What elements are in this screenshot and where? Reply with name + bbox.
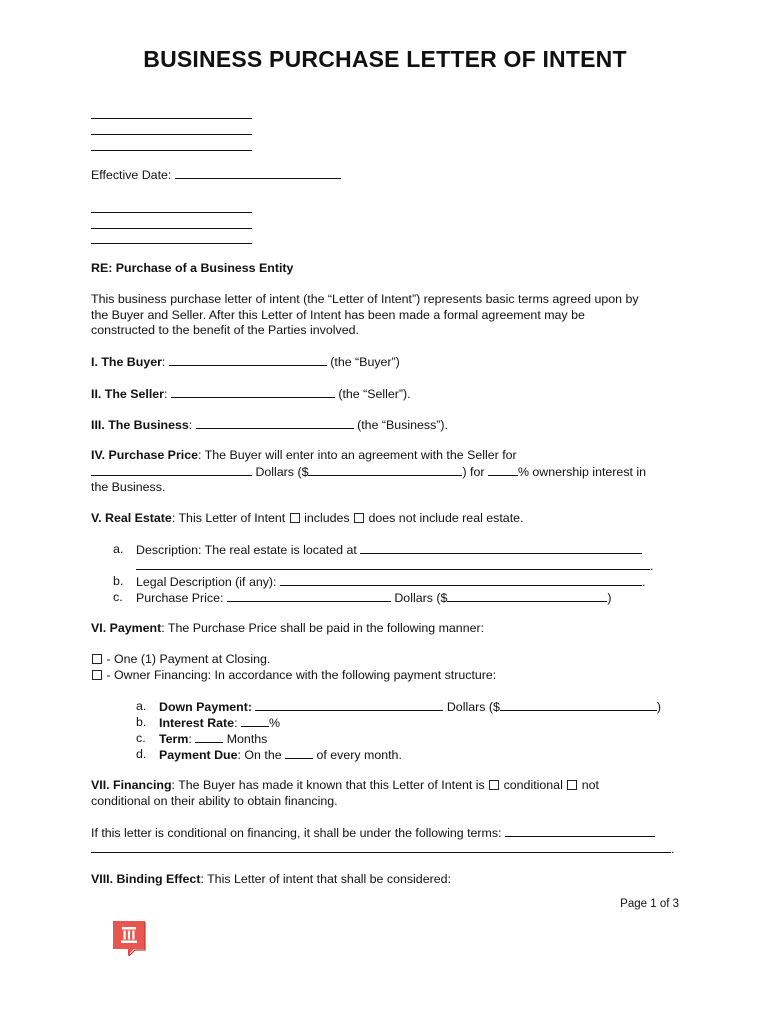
purchase-price-line-1 xyxy=(91,448,517,464)
includes-checkbox[interactable] xyxy=(290,513,300,523)
purchase-price-line-3: the Business. xyxy=(91,480,166,494)
owner-financing-label: - Owner Financing: In accordance with the following payment structure: xyxy=(103,668,497,682)
payment-due-blank[interactable] xyxy=(285,747,313,759)
address-blank-1[interactable] xyxy=(91,118,252,119)
buyer-colon: : xyxy=(161,355,169,369)
page-number: Page 1 of 3 xyxy=(620,898,679,910)
business-colon: : xyxy=(188,418,196,432)
pay-item-a xyxy=(159,699,661,716)
re-item-b xyxy=(136,574,645,591)
purchase-price-label: IV. Purchase Price xyxy=(91,448,198,462)
real-estate-line xyxy=(91,511,523,527)
term-label: Term xyxy=(159,732,189,746)
not-include-checkbox[interactable] xyxy=(354,513,364,523)
down-payment-words-blank[interactable] xyxy=(255,699,443,711)
business-blank[interactable] xyxy=(196,417,354,429)
down-payment-dollars: Dollars ($ xyxy=(443,700,500,714)
re-item-b-marker: b. xyxy=(113,574,124,588)
seller-label: II. The Seller xyxy=(91,387,164,401)
re-price-amount-blank[interactable] xyxy=(447,590,607,602)
pay-item-a-marker: a. xyxy=(136,699,147,713)
term-colon: : xyxy=(188,732,196,746)
binding-line xyxy=(91,872,451,888)
real-estate-text: : This Letter of Intent xyxy=(171,511,289,525)
payment-line xyxy=(91,621,484,637)
payment-option-2 xyxy=(91,668,496,684)
re-price-close: ) xyxy=(607,591,612,605)
business-line xyxy=(91,417,448,434)
one-payment-checkbox[interactable] xyxy=(92,654,102,664)
re-price-words-blank[interactable] xyxy=(227,590,391,602)
ownership-percent-text: % ownership interest in xyxy=(517,465,647,479)
real-estate-label: V. Real Estate xyxy=(91,511,172,525)
re-legal-blank[interactable] xyxy=(280,574,642,586)
financing-line-2: conditional on their ability to obtain financing. xyxy=(91,794,338,808)
effective-date-line xyxy=(91,167,341,184)
effective-date-label: Effective Date: xyxy=(91,168,175,182)
pay-item-d-marker: d. xyxy=(136,747,147,761)
financing-terms-line-2 xyxy=(91,841,674,858)
interest-rate-pct: % xyxy=(268,716,280,730)
ownership-percent-blank[interactable] xyxy=(488,464,518,476)
recipient-blank-1[interactable] xyxy=(91,212,252,213)
business-suffix: (the “Business”). xyxy=(353,418,449,432)
re-item-a xyxy=(136,542,642,559)
payment-text: : The Purchase Price shall be paid in the following manner: xyxy=(161,621,485,635)
payment-due-end: of every month. xyxy=(313,748,402,762)
owner-financing-checkbox[interactable] xyxy=(92,670,102,680)
financing-text: : The Buyer has made it known that this Letter of Intent is xyxy=(171,778,489,792)
re-price-dollars: Dollars ($ xyxy=(390,591,448,605)
seller-colon: : xyxy=(164,387,171,401)
address-blank-3[interactable] xyxy=(91,150,252,151)
re-item-a-marker: a. xyxy=(113,542,124,556)
re-item-c xyxy=(136,590,612,607)
binding-text: : This Letter of intent that shall be considered: xyxy=(200,872,451,886)
term-months: Months xyxy=(223,732,268,746)
purchase-price-line-2 xyxy=(91,464,646,481)
includes-label: includes xyxy=(300,511,354,525)
financing-terms-blank-2[interactable] xyxy=(91,841,671,853)
one-payment-label: - One (1) Payment at Closing. xyxy=(103,652,271,666)
financing-line-1 xyxy=(91,778,599,794)
seller-suffix: (the “Seller”). xyxy=(334,387,411,401)
purchase-price-for: ) for xyxy=(462,465,488,479)
intro-line-3: constructed to the benefit of the Parties involved. xyxy=(91,323,359,337)
down-payment-amount-blank[interactable] xyxy=(500,699,657,711)
re-description-blank[interactable] xyxy=(360,542,642,554)
down-payment-close: ) xyxy=(656,700,662,714)
effective-date-blank[interactable] xyxy=(175,167,341,179)
buyer-blank[interactable] xyxy=(169,354,327,366)
recipient-blank-3[interactable] xyxy=(91,243,252,244)
conditional-checkbox[interactable] xyxy=(489,780,499,790)
payment-due-label: Payment Due xyxy=(159,748,238,762)
not-include-label: does not include real estate. xyxy=(365,511,524,525)
financing-terms-line xyxy=(91,825,655,842)
intro-line-2: the Buyer and Seller. After this Letter of Intent has been made a formal agreement may be xyxy=(91,308,585,322)
re-line: RE: Purchase of a Business Entity xyxy=(91,261,294,275)
re-item-a-cont xyxy=(136,558,653,575)
interest-rate-blank[interactable] xyxy=(241,715,269,727)
pay-item-d xyxy=(159,747,402,764)
business-label: III. The Business xyxy=(91,418,189,432)
pay-item-b-marker: b. xyxy=(136,715,147,729)
re-description-blank-2[interactable] xyxy=(136,558,650,570)
address-blank-2[interactable] xyxy=(91,134,252,135)
buyer-label: I. The Buyer xyxy=(91,355,162,369)
seller-line xyxy=(91,386,411,403)
buyer-suffix: (the “Buyer”) xyxy=(326,355,400,369)
down-payment-label: Down Payment: xyxy=(159,700,252,714)
buyer-line xyxy=(91,354,400,371)
not-label: not xyxy=(578,778,599,792)
re-description-period: . xyxy=(650,559,654,573)
term-blank[interactable] xyxy=(195,731,223,743)
payment-due-text: : On the xyxy=(237,748,286,762)
document-title: BUSINESS PURCHASE LETTER OF INTENT xyxy=(143,46,627,72)
recipient-blank-2[interactable] xyxy=(91,228,252,229)
purchase-price-amount-blank[interactable] xyxy=(308,464,462,476)
re-legal-label: Legal Description (if any): xyxy=(136,575,280,589)
seller-blank[interactable] xyxy=(171,386,335,398)
re-price-label: Purchase Price: xyxy=(136,591,227,605)
not-conditional-checkbox[interactable] xyxy=(567,780,577,790)
conditional-label: conditional xyxy=(500,778,567,792)
interest-rate-colon: : xyxy=(234,716,241,730)
financing-terms-label: If this letter is conditional on financing, it shall be under the following terms: xyxy=(91,826,505,840)
purchase-price-dollars: Dollars ($ xyxy=(252,465,309,479)
financing-terms-period: . xyxy=(671,842,675,856)
purchase-price-text: : The Buyer will enter into an agreement with the Seller for xyxy=(198,448,517,462)
financing-terms-blank[interactable] xyxy=(505,825,655,837)
re-item-c-marker: c. xyxy=(113,590,123,604)
financing-label: VII. Financing xyxy=(91,778,172,792)
payment-option-1 xyxy=(91,652,270,668)
document-logo-icon xyxy=(110,918,148,956)
re-description-label: Description: The real estate is located at xyxy=(136,543,361,557)
re-legal-period: . xyxy=(641,575,646,589)
payment-label: VI. Payment xyxy=(91,621,162,635)
binding-label: VIII. Binding Effect xyxy=(91,872,201,886)
purchase-price-words-blank[interactable] xyxy=(91,464,252,476)
intro-line-1: This business purchase letter of intent (the “Letter of Intent”) represents basic terms agreed upon by xyxy=(91,292,639,306)
pay-item-b xyxy=(159,715,280,732)
interest-rate-label: Interest Rate xyxy=(159,716,235,730)
pay-item-c xyxy=(159,731,267,748)
pay-item-c-marker: c. xyxy=(136,731,146,745)
